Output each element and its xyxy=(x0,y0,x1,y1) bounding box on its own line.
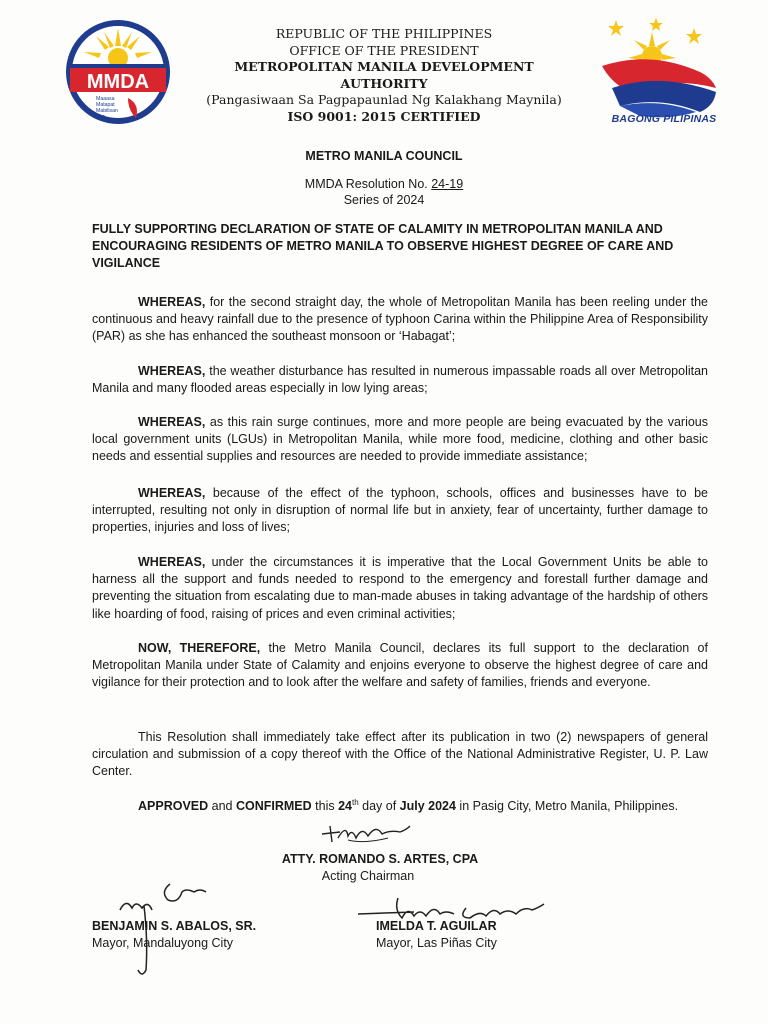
svg-text:Ako: Ako xyxy=(96,114,105,120)
svg-text:Matapat: Matapat xyxy=(96,102,115,108)
resolution-series: Series of 2024 xyxy=(343,193,425,207)
paragraph-text: the Metro Manila Council, declares its full support to the declaration of Metropolitan Manila under State of Calamity and enjoins everyone to observe the highest degree of care and vigilance for their protection and to look after the welfare and safety of families, friends and everyone. xyxy=(92,641,708,690)
paragraph-text: This Resolution shall immediately take effect after its publication in two (2) newspapers of general circulation and submission of a copy thereof with the Office of the National Administrative Register, U. P. Law Center. xyxy=(92,730,708,779)
paragraph-lead: WHEREAS, xyxy=(138,415,206,429)
signatory-name: ATTY. ROMANDO S. ARTES, CPA xyxy=(281,852,479,866)
effectivity-paragraph xyxy=(92,729,708,781)
paragraph-text: the weather disturbance has resulted in numerous impassable roads all over Metropolitan Manila and many flooded areas especially in low lying areas; xyxy=(92,364,708,396)
svg-text:Maaasa: Maaasa xyxy=(96,96,115,102)
whereas-paragraph-4 xyxy=(92,485,708,537)
bagong-pilipinas-logo xyxy=(590,14,736,126)
paragraph-lead: WHEREAS, xyxy=(138,486,206,500)
approval-day: 24 xyxy=(338,799,352,814)
header-office: OFFICE OF THE PRESIDENT xyxy=(289,42,479,58)
signatory-title: Mayor, Las Piñas City xyxy=(376,936,497,950)
signatory-title: Mayor, Mandaluyong City xyxy=(92,936,234,950)
paragraph-lead: NOW, THEREFORE, xyxy=(138,641,261,655)
artes-signature xyxy=(318,818,414,848)
resolution-title: FULLY SUPPORTING DECLARATION OF STATE OF CALAMITY IN METROPOLITAN MANILA AND ENCOURAGING RESIDENTS OF METRO MANILA TO OBSERVE HIGHEST DEGREE OF CARE AND VIGILANCE xyxy=(92,222,674,270)
approval-month-year: July 2024 xyxy=(399,799,456,814)
whereas-paragraph-3 xyxy=(92,414,708,466)
svg-text:MMDA: MMDA xyxy=(86,71,150,93)
council-name: METRO MANILA COUNCIL xyxy=(305,149,463,163)
bagong-pilipinas-label: BAGONG PILIPINAS xyxy=(611,113,717,125)
paragraph-lead: WHEREAS, xyxy=(138,364,206,378)
approval-place: in Pasig City, Metro Manila, Philippines. xyxy=(455,799,679,814)
paragraph-lead: WHEREAS, xyxy=(138,295,206,309)
header-iso: ISO 9001: 2015 CERTIFIED xyxy=(287,108,481,124)
resolution-number-value: 24-19 xyxy=(431,177,464,191)
resolution-prefix: MMDA Resolution No. xyxy=(304,177,432,191)
header-republic: REPUBLIC OF THE PHILIPPINES xyxy=(275,26,493,41)
letterhead xyxy=(190,26,578,125)
approval-day-suffix: th xyxy=(351,798,359,807)
resolution-number xyxy=(0,176,768,192)
header-tagalog: (Pangasiwaan Sa Pagpapaunlad Ng Kalakhang Maynila) xyxy=(206,92,562,107)
whereas-paragraph-2 xyxy=(92,363,708,397)
approval-line xyxy=(138,794,718,815)
svg-text:Mabilisan: Mabilisan xyxy=(96,108,118,114)
paragraph-lead: WHEREAS, xyxy=(138,555,206,569)
paragraph-text: for the second straight day, the whole of Metropolitan Manila has been reeling under the continuous and heavy rainfall due to the presence of typhoon Carina within the Philippine Area of Responsibility (PAR) as she has enhanced the southeast monsoon or ‘Habagat’; xyxy=(92,295,708,344)
whereas-paragraph-5 xyxy=(92,554,708,623)
mmda-logo xyxy=(64,18,172,126)
signatory-title: Acting Chairman xyxy=(321,869,415,883)
paragraph-text: as this rain surge continues, more and more people are being evacuated by the various local government units (LGUs) in Metropolitan Manila, while more food, medicine, clothing and other basic needs and essential supplies and resources are needed to provide immediate assistance; xyxy=(92,415,708,464)
whereas-paragraph-1 xyxy=(92,294,708,346)
header-agency: METROPOLITAN MANILA DEVELOPMENT AUTHORITY xyxy=(234,59,534,91)
paragraph-text: because of the effect of the typhoon, schools, offices and businesses have to be interrupted, resulting not only in disruption of normal life but in anxiety, fear of uncertainty, further damage to properties, injuries and loss of lives; xyxy=(92,486,708,535)
signatory-chairman xyxy=(250,851,510,885)
approval-this: this xyxy=(311,799,339,814)
signatory-name: BENJAMIN S. ABALOS, SR. xyxy=(92,919,257,933)
signatory-name: IMELDA T. AGUILAR xyxy=(376,919,497,933)
paragraph-text: under the circumstances it is imperative that the Local Government Units be able to harness all the support and funds needed to respond to the emergency and forestall further damage and preventing the situation from escalating due to man-made abuses in taking advantage of the hardship of others like hoarding of food, raising of prices and even criminal activities; xyxy=(92,555,708,621)
now-therefore-paragraph xyxy=(92,640,708,692)
signatory-abalos xyxy=(92,918,312,952)
approved-word: APPROVED xyxy=(138,799,209,814)
signatory-aguilar xyxy=(376,918,596,952)
approval-day-of: day of xyxy=(358,799,400,814)
approval-and: and xyxy=(208,799,236,814)
confirmed-word: CONFIRMED xyxy=(235,799,312,814)
